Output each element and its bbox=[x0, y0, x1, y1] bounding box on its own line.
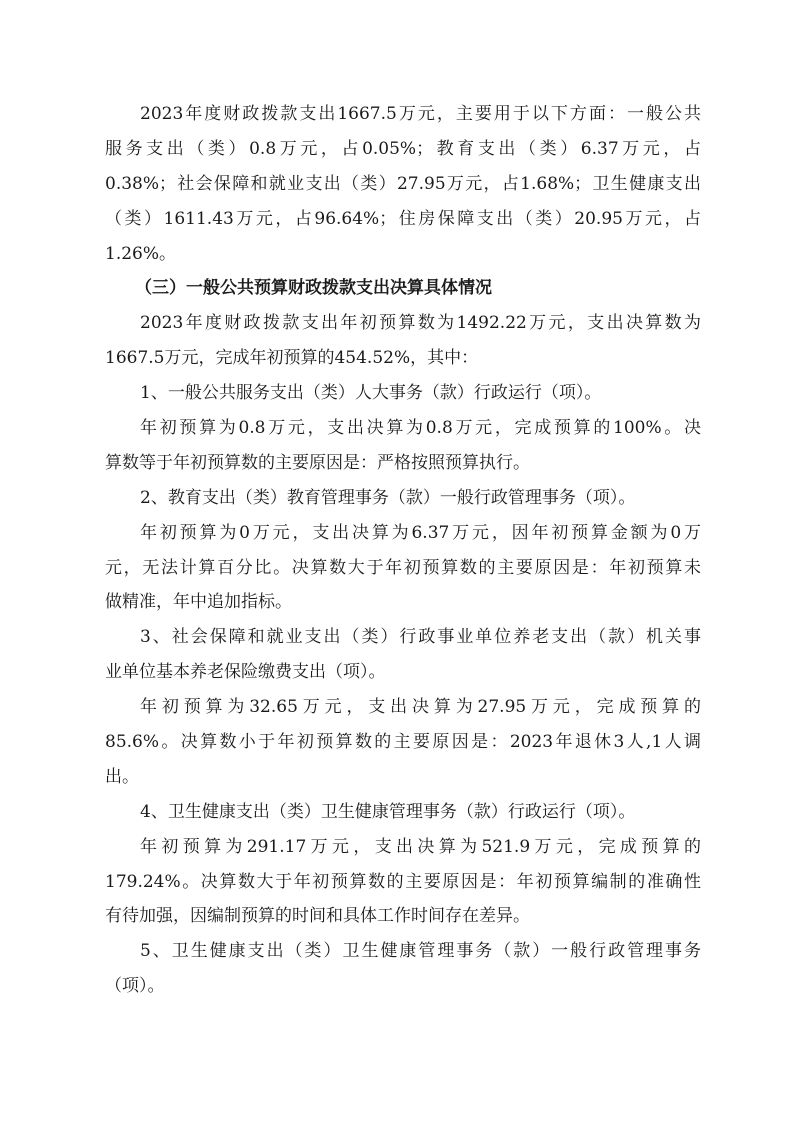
paragraph-line: 有待加强，因编制预算的时间和具体工作时间存在差异。 bbox=[105, 906, 530, 927]
paragraph-line: 年初预算为291.17万元，支出决算为521.9万元，完成预算的 bbox=[140, 836, 701, 857]
paragraph-line: 2023年度财政拨款支出1667.5万元，主要用于以下方面：一般公共 bbox=[140, 104, 701, 124]
paragraph bbox=[105, 516, 701, 621]
document-page bbox=[105, 97, 701, 1004]
paragraph-line: 179.24%。决算数大于年初预算数的主要原因是：年初预算编制的准确性 bbox=[105, 871, 701, 892]
paragraph-line: 年初预算为0.8万元，支出决算为0.8万元，完成预算的100%。决 bbox=[140, 418, 701, 439]
paragraph-line: 85.6%。决算数小于年初预算数的主要原因是：2023年退休3人,1人调 bbox=[105, 732, 701, 753]
paragraph bbox=[105, 306, 701, 376]
paragraph-line: 做精准，年中追加指标。 bbox=[105, 592, 292, 613]
paragraph-line: 1、一般公共服务支出（类）人大事务（款）行政运行（项）。 bbox=[140, 383, 602, 404]
paragraph bbox=[105, 376, 701, 411]
paragraph bbox=[105, 97, 701, 271]
paragraph-line: 出。 bbox=[105, 766, 139, 787]
paragraph-line: 5、卫生健康支出（类）卫生健康管理事务（款）一般行政管理事务 bbox=[140, 941, 701, 962]
paragraph-line: （类）1611.43万元，占96.64%；住房保障支出（类）20.95万元，占 bbox=[105, 208, 701, 229]
paragraph bbox=[105, 620, 701, 690]
paragraph-line: 1.26%。 bbox=[105, 243, 177, 264]
paragraph bbox=[105, 690, 701, 795]
paragraph bbox=[105, 830, 701, 935]
paragraph-line: （项）。 bbox=[105, 976, 165, 997]
paragraph-line: 2、教育支出（类）教育管理事务（款）一般行政管理事务（项）。 bbox=[140, 487, 636, 508]
paragraph bbox=[105, 934, 701, 1004]
paragraph-line: 年初预算为0万元，支出决算为6.37万元，因年初预算金额为0万 bbox=[140, 522, 701, 543]
paragraph-line: 2023年度财政拨款支出年初预算数为1492.22万元，支出决算数为 bbox=[140, 313, 701, 334]
paragraph-line: 年初预算为32.65万元，支出决算为27.95万元，完成预算的 bbox=[140, 697, 701, 718]
section-heading bbox=[105, 271, 701, 306]
paragraph-line: 4、卫生健康支出（类）卫生健康管理事务（款）行政运行（项）。 bbox=[140, 801, 636, 822]
paragraph-line: 0.38%；社会保障和就业支出（类）27.95万元，占1.68%；卫生健康支出 bbox=[105, 173, 701, 194]
paragraph-line: 业单位基本养老保险缴费支出（项）。 bbox=[105, 662, 386, 683]
paragraph-line: 服务支出（类）0.8万元，占0.05%；教育支出（类）6.37万元，占 bbox=[105, 138, 701, 159]
heading-text: （三）一般公共预算财政拨款支出决算具体情况 bbox=[135, 278, 492, 299]
paragraph-line: 3、社会保障和就业支出（类）行政事业单位养老支出（款）机关事 bbox=[140, 627, 701, 648]
paragraph-line: 元，无法计算百分比。决算数大于年初预算数的主要原因是：年初预算未 bbox=[105, 557, 701, 578]
paragraph bbox=[105, 411, 701, 481]
paragraph bbox=[105, 481, 701, 516]
paragraph-line: 算数等于年初预算数的主要原因是：严格按照预算执行。 bbox=[105, 452, 530, 473]
paragraph bbox=[105, 795, 701, 830]
paragraph-line: 1667.5万元，完成年初预算的454.52%，其中： bbox=[105, 348, 479, 369]
